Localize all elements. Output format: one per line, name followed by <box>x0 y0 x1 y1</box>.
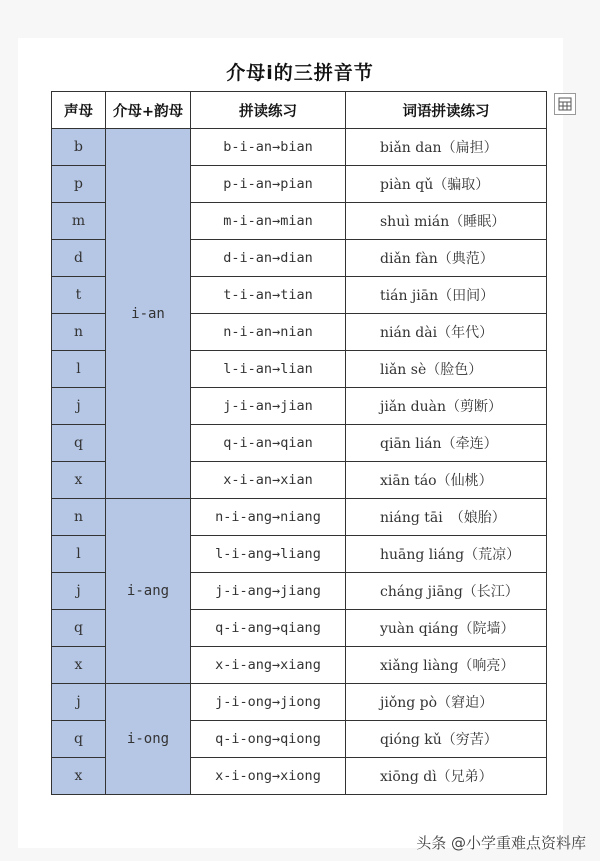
practice-cell: p-i-an→pian <box>191 166 346 203</box>
word-cell: niáng tāi （娘胎） <box>346 499 547 536</box>
medial-final-cell: i-ong <box>106 684 191 795</box>
header-medial-final: 介母+韵母 <box>106 92 191 129</box>
word-cell: yuàn qiáng（院墙） <box>346 610 547 647</box>
header-practice: 拼读练习 <box>191 92 346 129</box>
initial-cell: q <box>52 610 106 647</box>
word-cell: qióng kǔ（穷苦） <box>346 721 547 758</box>
initial-cell: d <box>52 240 106 277</box>
initial-cell: q <box>52 721 106 758</box>
practice-cell: q-i-ong→qiong <box>191 721 346 758</box>
practice-cell: j-i-an→jian <box>191 388 346 425</box>
table-header-row <box>52 92 547 129</box>
pinyin-table <box>51 91 547 795</box>
practice-cell: d-i-an→dian <box>191 240 346 277</box>
medial-final-cell: i-an <box>106 129 191 499</box>
initial-cell: j <box>52 684 106 721</box>
watermark: 头条 @小学重难点资料库 <box>416 834 586 852</box>
word-cell: huāng liáng（荒凉） <box>346 536 547 573</box>
initial-cell: x <box>52 758 106 795</box>
practice-cell: n-i-an→nian <box>191 314 346 351</box>
initial-cell: t <box>52 277 106 314</box>
initial-cell: q <box>52 425 106 462</box>
word-cell: jiǒng pò（窘迫） <box>346 684 547 721</box>
practice-cell: q-i-ang→qiang <box>191 610 346 647</box>
practice-cell: x-i-an→xian <box>191 462 346 499</box>
practice-cell: q-i-an→qian <box>191 425 346 462</box>
initial-cell: j <box>52 388 106 425</box>
initial-cell: n <box>52 499 106 536</box>
word-cell: shuì mián（睡眠） <box>346 203 547 240</box>
practice-cell: j-i-ang→jiang <box>191 573 346 610</box>
word-cell: biǎn dan（扁担） <box>346 129 547 166</box>
practice-cell: j-i-ong→jiong <box>191 684 346 721</box>
table-row <box>52 129 547 166</box>
word-cell: xiǎng liàng（响亮） <box>346 647 547 684</box>
header-initial: 声母 <box>52 92 106 129</box>
table-body <box>52 129 547 795</box>
practice-cell: t-i-an→tian <box>191 277 346 314</box>
initial-cell: l <box>52 351 106 388</box>
word-cell: nián dài（年代） <box>346 314 547 351</box>
practice-cell: x-i-ong→xiong <box>191 758 346 795</box>
table-row <box>52 499 547 536</box>
initial-cell: x <box>52 462 106 499</box>
practice-cell: l-i-ang→liang <box>191 536 346 573</box>
word-cell: qiān lián（牵连） <box>346 425 547 462</box>
initial-cell: b <box>52 129 106 166</box>
word-cell: xiōng dì（兄弟） <box>346 758 547 795</box>
word-cell: piàn qǔ（骗取） <box>346 166 547 203</box>
practice-cell: n-i-ang→niang <box>191 499 346 536</box>
word-cell: tián jiān（田间） <box>346 277 547 314</box>
initial-cell: n <box>52 314 106 351</box>
word-cell: xiān táo（仙桃） <box>346 462 547 499</box>
initial-cell: l <box>52 536 106 573</box>
practice-cell: b-i-an→bian <box>191 129 346 166</box>
practice-cell: l-i-an→lian <box>191 351 346 388</box>
practice-cell: x-i-ang→xiang <box>191 647 346 684</box>
page-title: 介母i的三拼音节 <box>226 62 374 84</box>
header-word-practice: 词语拼读练习 <box>346 92 547 129</box>
word-cell: diǎn fàn（典范） <box>346 240 547 277</box>
word-cell: liǎn sè（脸色） <box>346 351 547 388</box>
table-row <box>52 684 547 721</box>
word-cell: jiǎn duàn（剪断） <box>346 388 547 425</box>
initial-cell: p <box>52 166 106 203</box>
practice-cell: m-i-an→mian <box>191 203 346 240</box>
initial-cell: x <box>52 647 106 684</box>
word-cell: cháng jiāng（长江） <box>346 573 547 610</box>
initial-cell: m <box>52 203 106 240</box>
medial-final-cell: i-ang <box>106 499 191 684</box>
table-select-icon[interactable] <box>554 93 576 115</box>
initial-cell: j <box>52 573 106 610</box>
